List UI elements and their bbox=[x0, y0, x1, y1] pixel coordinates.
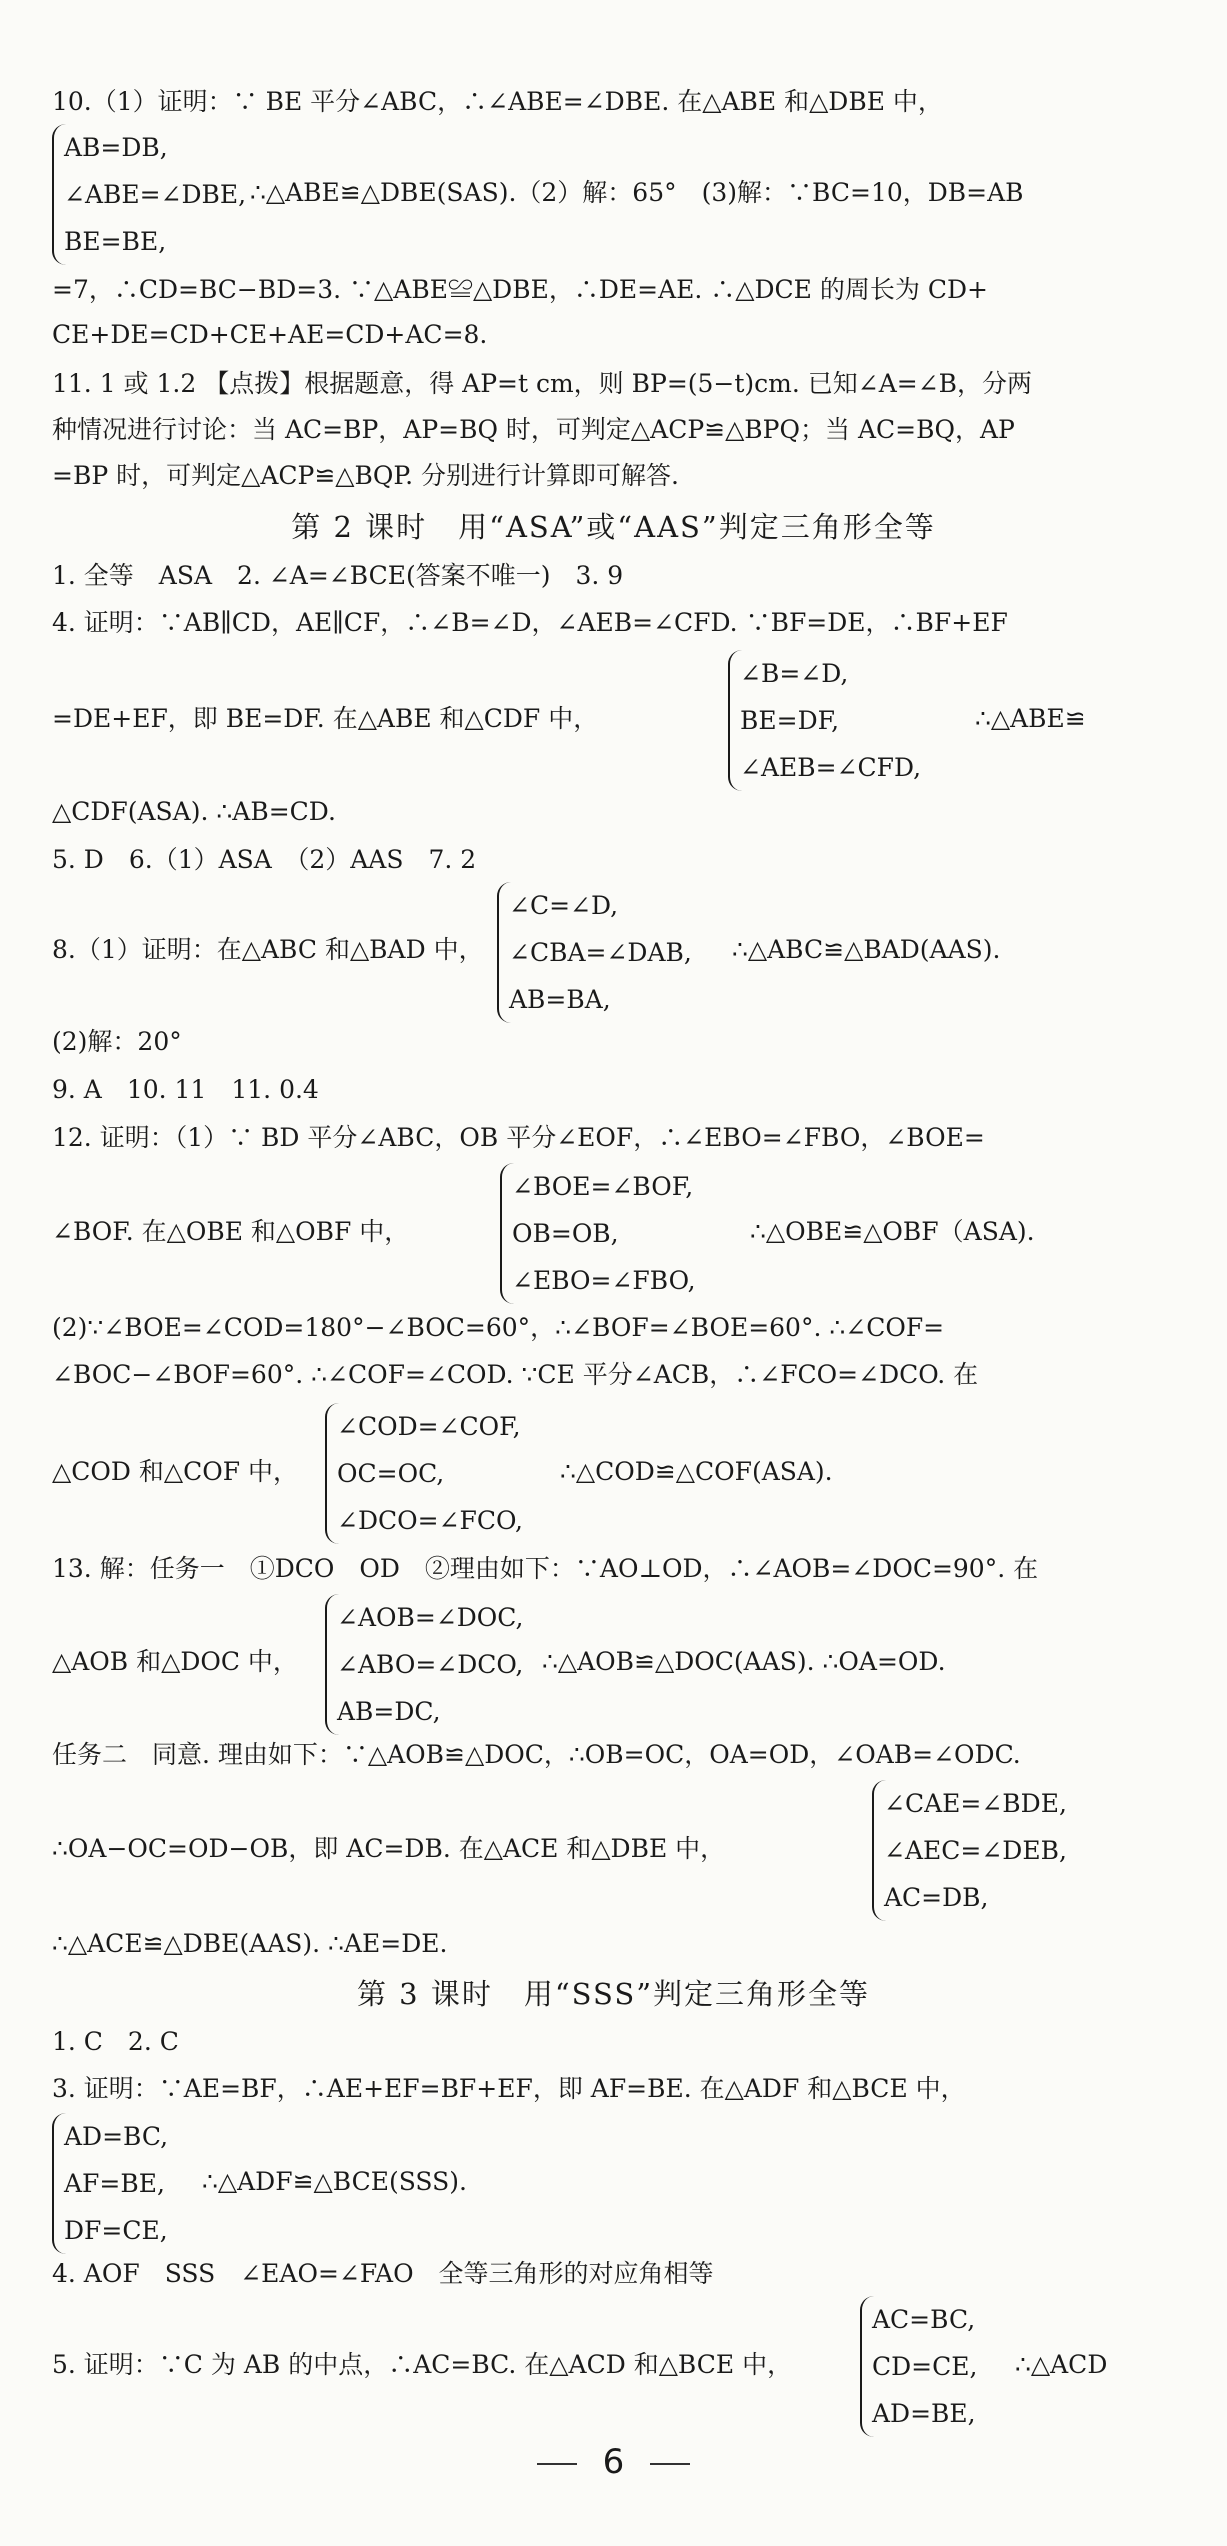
q8-right-text: ∴△ABC≌△BAD(AAS). bbox=[732, 935, 1001, 964]
sec2-q1-3: 1. 全等 ASA 2. ∠A=∠BCE(答案不唯一) 3. 9 bbox=[52, 561, 624, 590]
sec3-q3-equation-system bbox=[52, 2113, 168, 2254]
system-row: DF=CE, bbox=[64, 2216, 168, 2245]
system-row: ∠CBA=∠DAB, bbox=[509, 938, 692, 967]
system-row: ∠AEB=∠CFD, bbox=[740, 753, 922, 782]
system-row: ∠B=∠D, bbox=[740, 659, 849, 688]
q13-line-1: 13. 解：任务一 ①DCO OD ②理由如下：∵AO⊥OD，∴∠AOB=∠DOC=90°. 在 bbox=[52, 1554, 1039, 1583]
sec3-q5-equation-system bbox=[860, 2296, 977, 2437]
system-row: BE=BE, bbox=[64, 227, 167, 256]
q4-line-1: 4. 证明：∵AB∥CD，AE∥CF，∴∠B=∠D，∠AEB=∠CFD. ∵BF=DE，∴BF+EF bbox=[52, 608, 1008, 637]
q11-line-3: =BP 时，可判定△ACP≌△BQP. 分别进行计算即可解答. bbox=[52, 461, 679, 490]
system-row: ∠CAE=∠BDE, bbox=[884, 1789, 1067, 1818]
sec3-q5-right-text: ∴△ACD bbox=[1015, 2350, 1108, 2379]
q12-right-text-2: ∴△COD≌△COF(ASA). bbox=[560, 1457, 833, 1486]
system-row: ∠BOE=∠BOF, bbox=[512, 1172, 694, 1201]
q8-left-text: 8.（1）证明：在△ABC 和△BAD 中， bbox=[52, 935, 484, 964]
q4-left-text: =DE+EF，即 BE=DF. 在△ABE 和△CDF 中， bbox=[52, 704, 599, 733]
q4-line-3: △CDF(ASA). ∴AB=CD. bbox=[52, 797, 336, 826]
q13-equation-system-2 bbox=[872, 1780, 1067, 1921]
q12-left-text: ∠BOF. 在△OBE 和△OBF 中， bbox=[52, 1217, 410, 1246]
system-row: AB=DC, bbox=[337, 1697, 441, 1726]
q8-line-2: (2)解：20° bbox=[52, 1027, 182, 1056]
q4-equation-system bbox=[728, 650, 921, 791]
system-row: ∠AEC=∠DEB, bbox=[884, 1836, 1067, 1865]
q12-right-text: ∴△OBE≌△OBF（ASA). bbox=[750, 1217, 1035, 1246]
page-number-value: 6 bbox=[602, 2442, 625, 2482]
system-row: ∠C=∠D, bbox=[509, 891, 619, 920]
system-row: AD=BC, bbox=[64, 2122, 169, 2151]
q10-line-3: CE+DE=CD+CE+AE=CD+AC=8. bbox=[52, 320, 488, 349]
sec2-q9-11: 9. A 10. 11 11. 0.4 bbox=[52, 1075, 319, 1104]
q12-equation-system bbox=[500, 1163, 696, 1304]
system-row: BE=DF, bbox=[740, 706, 840, 735]
q12-line-4: ∠BOC−∠BOF=60°. ∴∠COF=∠COD. ∵CE 平分∠ACB，∴∠FCO=∠DCO. 在 bbox=[52, 1360, 979, 1389]
q11-line-1: 11. 1 或 1.2 【点拨】根据题意，得 AP=t cm，则 BP=(5−t)cm. 已知∠A=∠B，分两 bbox=[52, 369, 1033, 398]
sec3-q4: 4. AOF SSS ∠EAO=∠FAO 全等三角形的对应角相等 bbox=[52, 2259, 714, 2288]
system-row: ∠ABE=∠DBE, bbox=[64, 180, 247, 209]
q10-line-2: =7，∴CD=BC−BD=3. ∵△ABE≌△DBE，∴DE=AE. ∴△DCE 的周长为 CD+ bbox=[52, 275, 988, 304]
q10-equation-system bbox=[52, 124, 246, 265]
system-row: AB=DB, bbox=[64, 133, 168, 162]
section-3-title: 第 3 课时 用“SSS”判定三角形全等 bbox=[356, 1977, 871, 2011]
q12-line-3: (2)∵∠BOE=∠COD=180°−∠BOC=60°，∴∠BOF=∠BOE=60°. ∴∠COF= bbox=[52, 1313, 945, 1342]
q13-equation-system bbox=[325, 1594, 524, 1735]
q4-right-text: ∴△ABE≌ bbox=[975, 704, 1086, 733]
page-number bbox=[0, 2442, 1227, 2482]
q12-line-1: 12. 证明：（1）∵ BD 平分∠ABC，OB 平分∠EOF，∴∠EBO=∠FBO，∠BOE= bbox=[52, 1123, 985, 1152]
sec2-q5-7: 5. D 6.（1）ASA （2）AAS 7. 2 bbox=[52, 845, 477, 874]
system-row: CD=CE, bbox=[872, 2352, 978, 2381]
sec3-q3-line-1: 3. 证明：∵AE=BF，∴AE+EF=BF+EF，即 AF=BE. 在△ADF 和△BCE 中， bbox=[52, 2074, 966, 2103]
q11-line-2: 种情况进行讨论：当 AC=BP，AP=BQ 时，可判定△ACP≌△BPQ；当 AC=BQ，AP bbox=[52, 415, 1015, 444]
system-row: AC=DB, bbox=[884, 1883, 989, 1912]
system-row: OC=OC, bbox=[337, 1459, 445, 1488]
system-row: OB=OB, bbox=[512, 1219, 619, 1248]
sec3-q1-2: 1. C 2. C bbox=[52, 2027, 179, 2056]
q13-left-text: △AOB 和△DOC 中， bbox=[52, 1647, 298, 1676]
q12-left-text-2: △COD 和△COF 中， bbox=[52, 1457, 298, 1486]
system-row: ∠COD=∠COF, bbox=[337, 1412, 521, 1441]
system-row: AC=BC, bbox=[872, 2305, 976, 2334]
sec3-q3-conclusion: ∴△ADF≌△BCE(SSS). bbox=[202, 2167, 467, 2196]
system-row: ∠DCO=∠FCO, bbox=[337, 1506, 523, 1535]
system-row: AB=BA, bbox=[509, 985, 611, 1014]
q13-left-text-2: ∴OA−OC=OD−OB，即 AC=DB. 在△ACE 和△DBE 中， bbox=[52, 1834, 726, 1863]
q10-line-1: 10.（1）证明：∵ BE 平分∠ABC，∴∠ABE=∠DBE. 在△ABE 和△DBE 中， bbox=[52, 87, 943, 116]
system-row: ∠EBO=∠FBO, bbox=[512, 1266, 696, 1295]
sec3-q5-left-text: 5. 证明：∵C 为 AB 的中点，∴AC=BC. 在△ACD 和△BCE 中， bbox=[52, 2350, 793, 2379]
q12-equation-system-2 bbox=[325, 1403, 523, 1544]
q13-line-5: ∴△ACE≌△DBE(AAS). ∴AE=DE. bbox=[52, 1929, 448, 1958]
system-row: AD=BE, bbox=[872, 2399, 976, 2428]
section-2-title: 第 2 课时 用“ASA”或“AAS”判定三角形全等 bbox=[291, 510, 936, 544]
system-row: ∠ABO=∠DCO, bbox=[337, 1650, 524, 1679]
q10-system-conclusion: ∴△ABE≌△DBE(SAS).（2）解：65° (3)解：∵BC=10，DB=AB bbox=[250, 178, 1024, 207]
q13-line-3: 任务二 同意. 理由如下：∵△AOB≌△DOC，∴OB=OC，OA=OD，∠OAB=∠ODC. bbox=[52, 1740, 1021, 1769]
q8-equation-system bbox=[497, 882, 692, 1023]
system-row: AF=BE, bbox=[64, 2169, 165, 2198]
q13-right-text: ∴△AOB≌△DOC(AAS). ∴OA=OD. bbox=[542, 1647, 946, 1676]
system-row: ∠AOB=∠DOC, bbox=[337, 1603, 524, 1632]
